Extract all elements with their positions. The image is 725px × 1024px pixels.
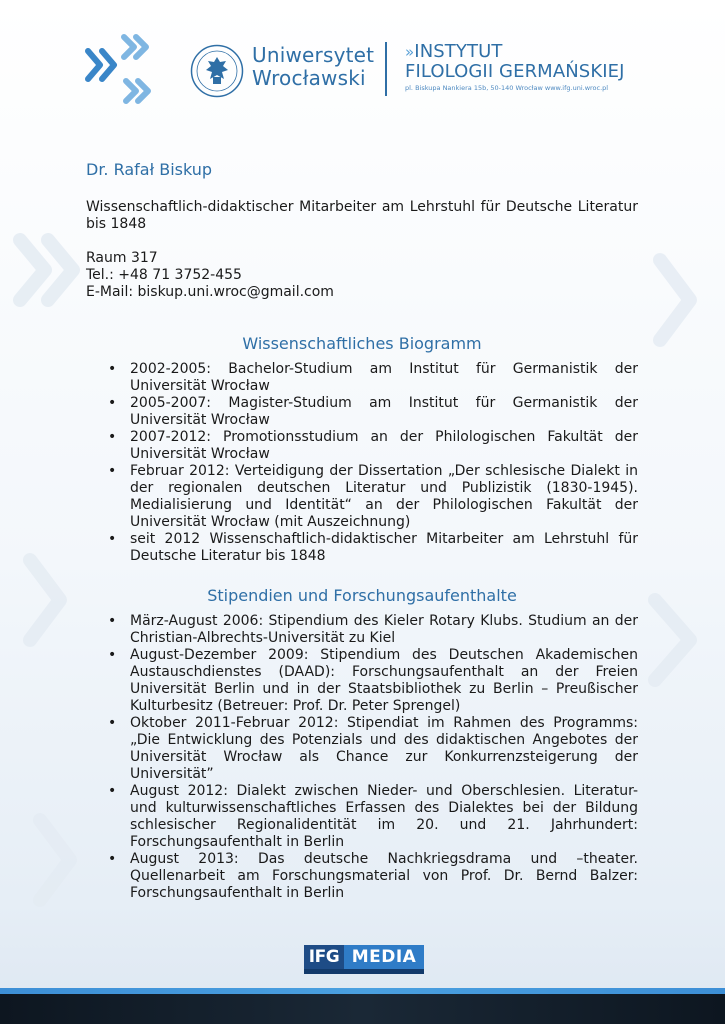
header-divider bbox=[385, 42, 387, 96]
university-name bbox=[252, 44, 374, 90]
chevron-arrows-icon bbox=[78, 33, 162, 111]
document-body bbox=[86, 160, 638, 902]
logo-tagline-bar bbox=[304, 969, 424, 974]
institute-address: pl. Biskupa Nankiera 15b, 50-140 Wrocław www.ifg.uni.wroc.pl bbox=[405, 84, 609, 92]
biography-list bbox=[86, 361, 638, 565]
letterhead bbox=[0, 0, 725, 130]
footer-dark-band bbox=[0, 994, 725, 1024]
list-item: • 2007-2012: Promotionsstudium an der Philologischen Fakultät der Universität Wrocław bbox=[130, 429, 638, 463]
institute-name-line1: INSTYTUT bbox=[414, 41, 503, 62]
list-item: • Oktober 2011-Februar 2012: Stipendiat im Rahmen des Programms: „Die Entwicklung des Potenzials und des didaktischen Angebotes der Universität Wrocław als Chance zur Konkurrenzsteigerung der Universität” bbox=[130, 715, 638, 783]
university-name-line2: Wrocławski bbox=[252, 66, 366, 90]
biography-heading: Wissenschaftliches Biogramm bbox=[242, 334, 482, 353]
ifg-media-logo bbox=[304, 945, 424, 973]
person-name: Dr. Rafał Biskup bbox=[86, 160, 213, 179]
stipends-list bbox=[86, 613, 638, 902]
list-item: • Februar 2012: Verteidigung der Dissertation „Der schlesische Dialekt in der regionalen deutschen Literatur und Publizistik (1830-1945). Medialisierung und Identität“ an der Philologischen Fakultät der Universität Wrocław (mit Auszeichnung) bbox=[130, 463, 638, 531]
spacer bbox=[86, 565, 638, 587]
phone-text: Tel.: +48 71 3752-455 bbox=[86, 267, 242, 283]
list-item: • August 2013: Das deutsche Nachkriegsdrama und –theater. Quellenarbeit am Forschungsmaterial von Prof. Dr. Bernd Balzer: Forschungsaufenthalt in Berlin bbox=[130, 851, 638, 902]
university-seal-icon bbox=[190, 44, 244, 98]
institute-chevron: » bbox=[405, 43, 415, 61]
email-text: E-Mail: biskup.uni.wroc@gmail.com bbox=[86, 284, 334, 300]
position-text: Wissenschaftlich-didaktischer Mitarbeiter am Lehrstuhl für Deutsche Literatur bis 1848 bbox=[86, 199, 638, 232]
institute-name bbox=[405, 42, 625, 82]
room-text: Raum 317 bbox=[86, 250, 158, 266]
spacer bbox=[86, 301, 638, 335]
institute-name-line2: FILOLOGII GERMAŃSKIEJ bbox=[405, 61, 625, 82]
logo-part-ifg: IFG bbox=[304, 945, 344, 969]
list-item: • März-August 2006: Stipendium des Kieler Rotary Klubs. Studium an der Christian-Albrechts-Universität zu Kiel bbox=[130, 613, 638, 647]
spacer bbox=[86, 233, 638, 250]
stipends-heading: Stipendien und Forschungsaufenthalte bbox=[207, 586, 517, 605]
list-item: • August-Dezember 2009: Stipendium des Deutschen Akademischen Austauschdienstes (DAAD): Forschungsaufenthalt an der Freien Universität Berlin und in der Staatsbibliothek zu Berlin – Preußischer Kulturbesitz (Betreuer: Prof. Dr. Peter Sprengel) bbox=[130, 647, 638, 715]
list-item: • August 2012: Dialekt zwischen Nieder- und Oberschlesien. Literatur- und kulturwissenschaftliches Erfassen des Dialektes bei der Bildung schlesischer Regionalidentität im 20. und 21. Jahrhundert: Forschungsaufenthalt in Berlin bbox=[130, 783, 638, 851]
university-name-line1: Uniwersytet bbox=[252, 43, 375, 67]
list-item: • 2002-2005: Bachelor-Studium am Institut für Germanistik der Universität Wrocław bbox=[130, 361, 638, 395]
list-item: • seit 2012 Wissenschaftlich-didaktischer Mitarbeiter am Lehrstuhl für Deutsche Literatur bis 1848 bbox=[130, 531, 638, 565]
list-item: • 2005-2007: Magister-Studium am Institut für Germanistik der Universität Wrocław bbox=[130, 395, 638, 429]
logo-part-media: MEDIA bbox=[344, 945, 424, 969]
